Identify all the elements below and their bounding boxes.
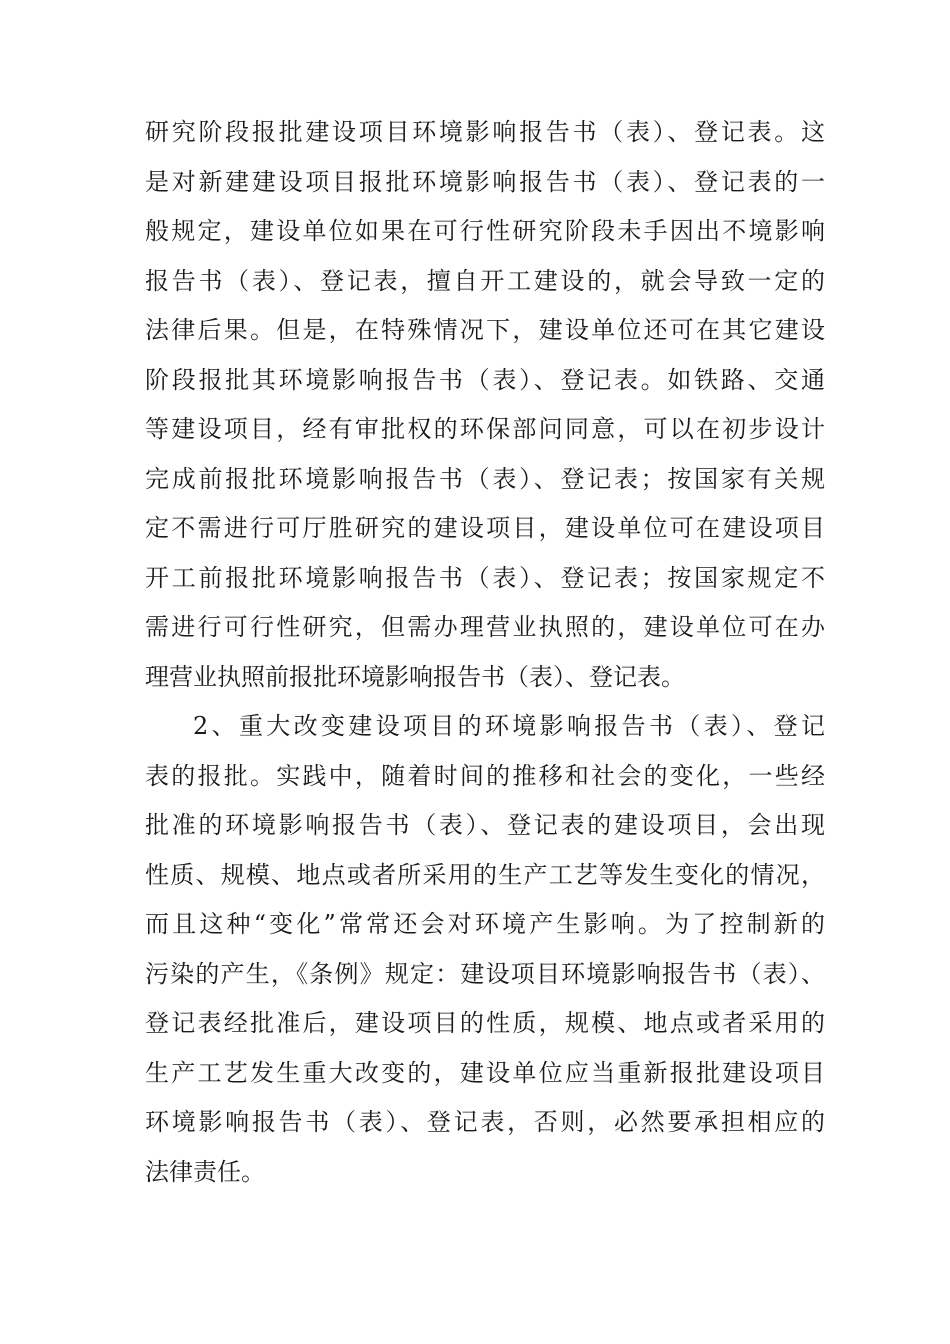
text-line: 需进行可行性研究，但需办理营业执照的，建设单位可在办 <box>145 613 825 641</box>
body-text <box>145 108 825 1197</box>
text-line: 法律后果。但是，在特殊情况下，建设单位还可在其它建设 <box>145 316 825 344</box>
text-line: 生产工艺发生重大改变的，建设单位应当重新报批建设项目 <box>145 1058 825 1087</box>
text-line: 研究阶段报批建设项目环境影响报告书（表）、登记表。这 <box>145 118 825 146</box>
text-line: 表的报批。实践中，随着时间的推移和社会的变化，一些经 <box>145 761 825 790</box>
text-line: 报告书（表）、登记表，擅自开工建设的，就会导致一定的 <box>145 266 825 295</box>
text-line: 登记表经批准后，建设项目的性质，规模、地点或者采用的 <box>145 1009 825 1037</box>
text-line: 理营业执照前报批环境影响报告书（表）、登记表。 <box>145 662 685 691</box>
text-line: 完成前报批环境影响报告书（表）、登记表；按国家有关规 <box>145 464 825 493</box>
text-line: 性质、规模、地点或者所采用的生产工艺等发生变化的情况， <box>145 860 825 889</box>
text-line: 开工前报批环境影响报告书（表）、登记表；按国家规定不 <box>145 563 825 592</box>
text-line: 等建设项目，经有审批权的环保部问同意，可以在初步设计 <box>145 415 825 443</box>
text-line: 是对新建建设项目报批环境影响报告书（表）、登记表的一 <box>145 167 825 196</box>
text-line: 2、重大改变建设项目的环境影响报告书（表）、登记 <box>193 712 825 740</box>
text-line: 批准的环境影响报告书（表）、登记表的建设项目，会出现 <box>145 811 825 839</box>
text-line: 环境影响报告书（表）、登记表，否则，必然要承担相应的 <box>145 1108 825 1136</box>
text-line: 法律责任。 <box>145 1157 265 1186</box>
text-line: 而且这种“变化”常常还会对环境产生影响。为了控制新的 <box>145 910 825 938</box>
text-line: 般规定，建设单位如果在可行性研究阶段未手因出不境影响 <box>145 217 825 245</box>
text-line: 定不需进行可厅胜研究的建设项目，建设单位可在建设项目 <box>145 514 825 542</box>
text-line: 污染的产生，《条例》规定：建设项目环境影响报告书（表）、 <box>145 959 825 988</box>
text-line: 阶段报批其环境影响报告书（表）、登记表。如铁路、交通 <box>145 365 825 394</box>
